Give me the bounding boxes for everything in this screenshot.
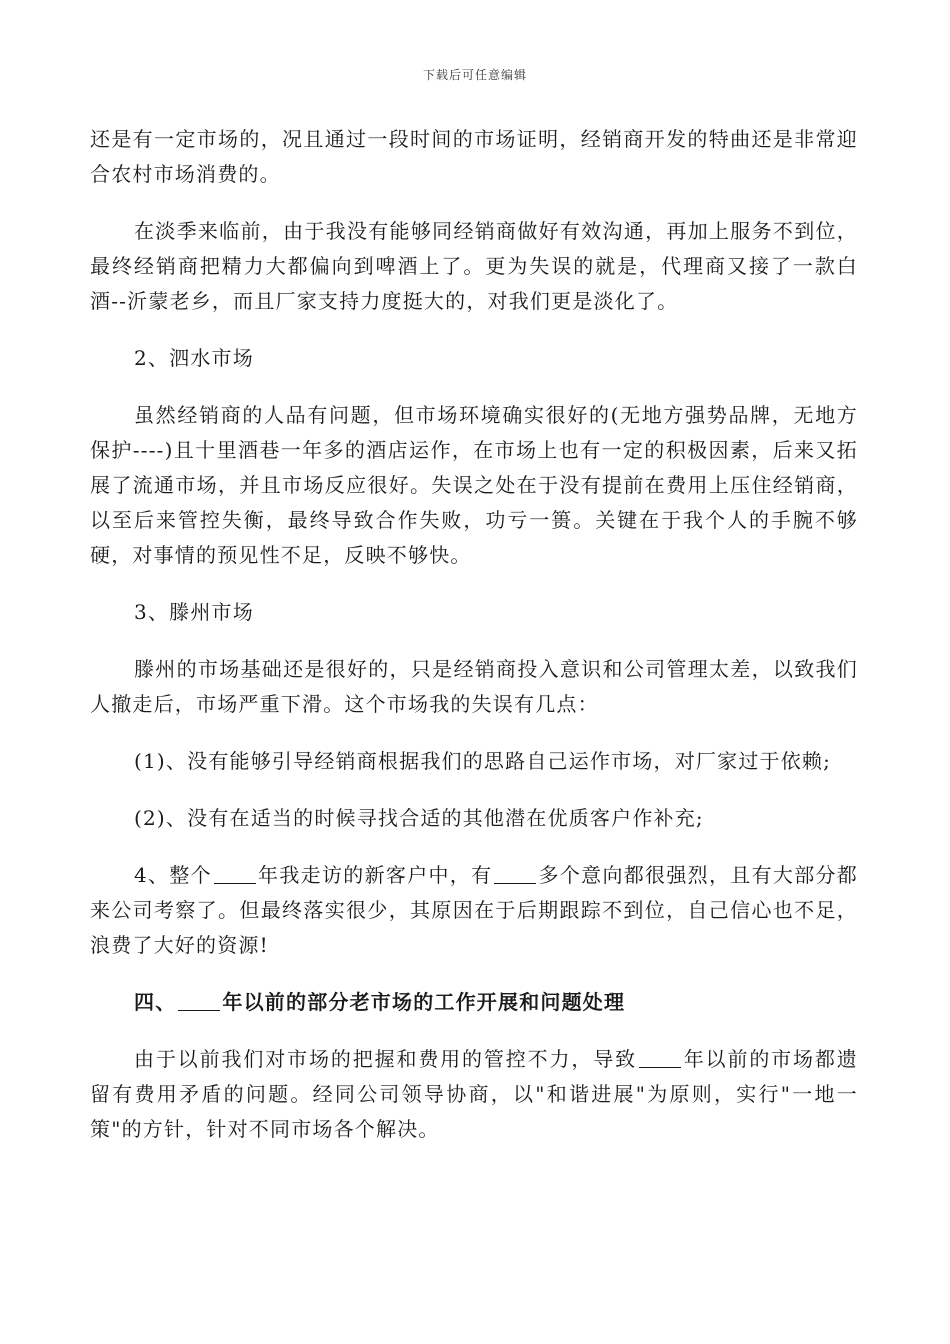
list-item-1: (1)、没有能够引导经销商根据我们的思路自己运作市场，对厂家过于依赖; <box>134 749 832 773</box>
paragraph-sishui: 虽然经销商的人品有问题，但市场环境确实很好的(无地方强势品牌，无地方保护----)且十里酒巷一年多的酒店运作，在市场上也有一定的积极因素，后来又拓展了流通市场，并且市场反应很好。失误之处在于没有提前在费用上压住经销商，以至后来管控失衡，最终导致合作失败，功亏一篑。关键在于我个人的手腕不够硬，对事情的预见性不足，反映不够快。 <box>90 403 858 567</box>
subheading-tengzhou-market: 3、滕州市场 <box>134 600 254 624</box>
paragraph-old-markets <box>90 1042 858 1147</box>
subheading-sishui-market: 2、泗水市场 <box>134 346 254 370</box>
text-segment: 年以前的部分老市场的工作开展和问题处理 <box>222 990 626 1014</box>
list-item-2: (2)、没有在适当的时候寻找合适的其他潜在优质客户作补充; <box>134 806 704 830</box>
text-segment: 4、整个 <box>134 863 212 887</box>
blank-underline <box>494 863 536 884</box>
paragraph-2: 在淡季来临前，由于我没有能够同经销商做好有效沟通，再加上服务不到位，最终经销商把精力大都偏向到啤酒上了。更为失误的就是，代理商又接了一款白酒--沂蒙老乡，而且厂家支持力度挺大的，对我们更是淡化了。 <box>90 219 858 313</box>
text-segment: 年我走访的新客户中，有 <box>257 863 493 887</box>
section-heading-4 <box>90 985 858 1020</box>
page-header: 下载后可任意编辑 <box>422 68 527 82</box>
text-segment: 多个意向都很强烈，且有大部分都来公司考察了。但最终落实很少，其原因在于后期跟踪不到位，自己信心也不足，浪费了大好的资源! <box>90 863 859 957</box>
blank-underline <box>214 863 256 884</box>
document-body <box>90 122 858 1169</box>
paragraph-tengzhou: 滕州的市场基础还是很好的，只是经销商投入意识和公司管理太差，以致我们人撤走后，市场严重下滑。这个市场我的失误有几点： <box>90 657 858 716</box>
blank-underline <box>178 990 220 1011</box>
text-segment: 由于以前我们对市场的把握和费用的管控不力，导致 <box>134 1047 638 1071</box>
paragraph-new-clients <box>90 858 858 963</box>
blank-underline <box>639 1047 681 1068</box>
text-segment: 年以前的市场都遗留有费用矛盾的问题。经同公司领导协商，以"和谐进展"为原则，实行"一地一策"的方针，针对不同市场各个解决。 <box>90 1047 858 1141</box>
paragraph-1: 还是有一定市场的，况且通过一段时间的市场证明，经销商开发的特曲还是非常迎合农村市场消费的。 <box>90 127 858 186</box>
text-segment: 四、 <box>134 990 177 1014</box>
